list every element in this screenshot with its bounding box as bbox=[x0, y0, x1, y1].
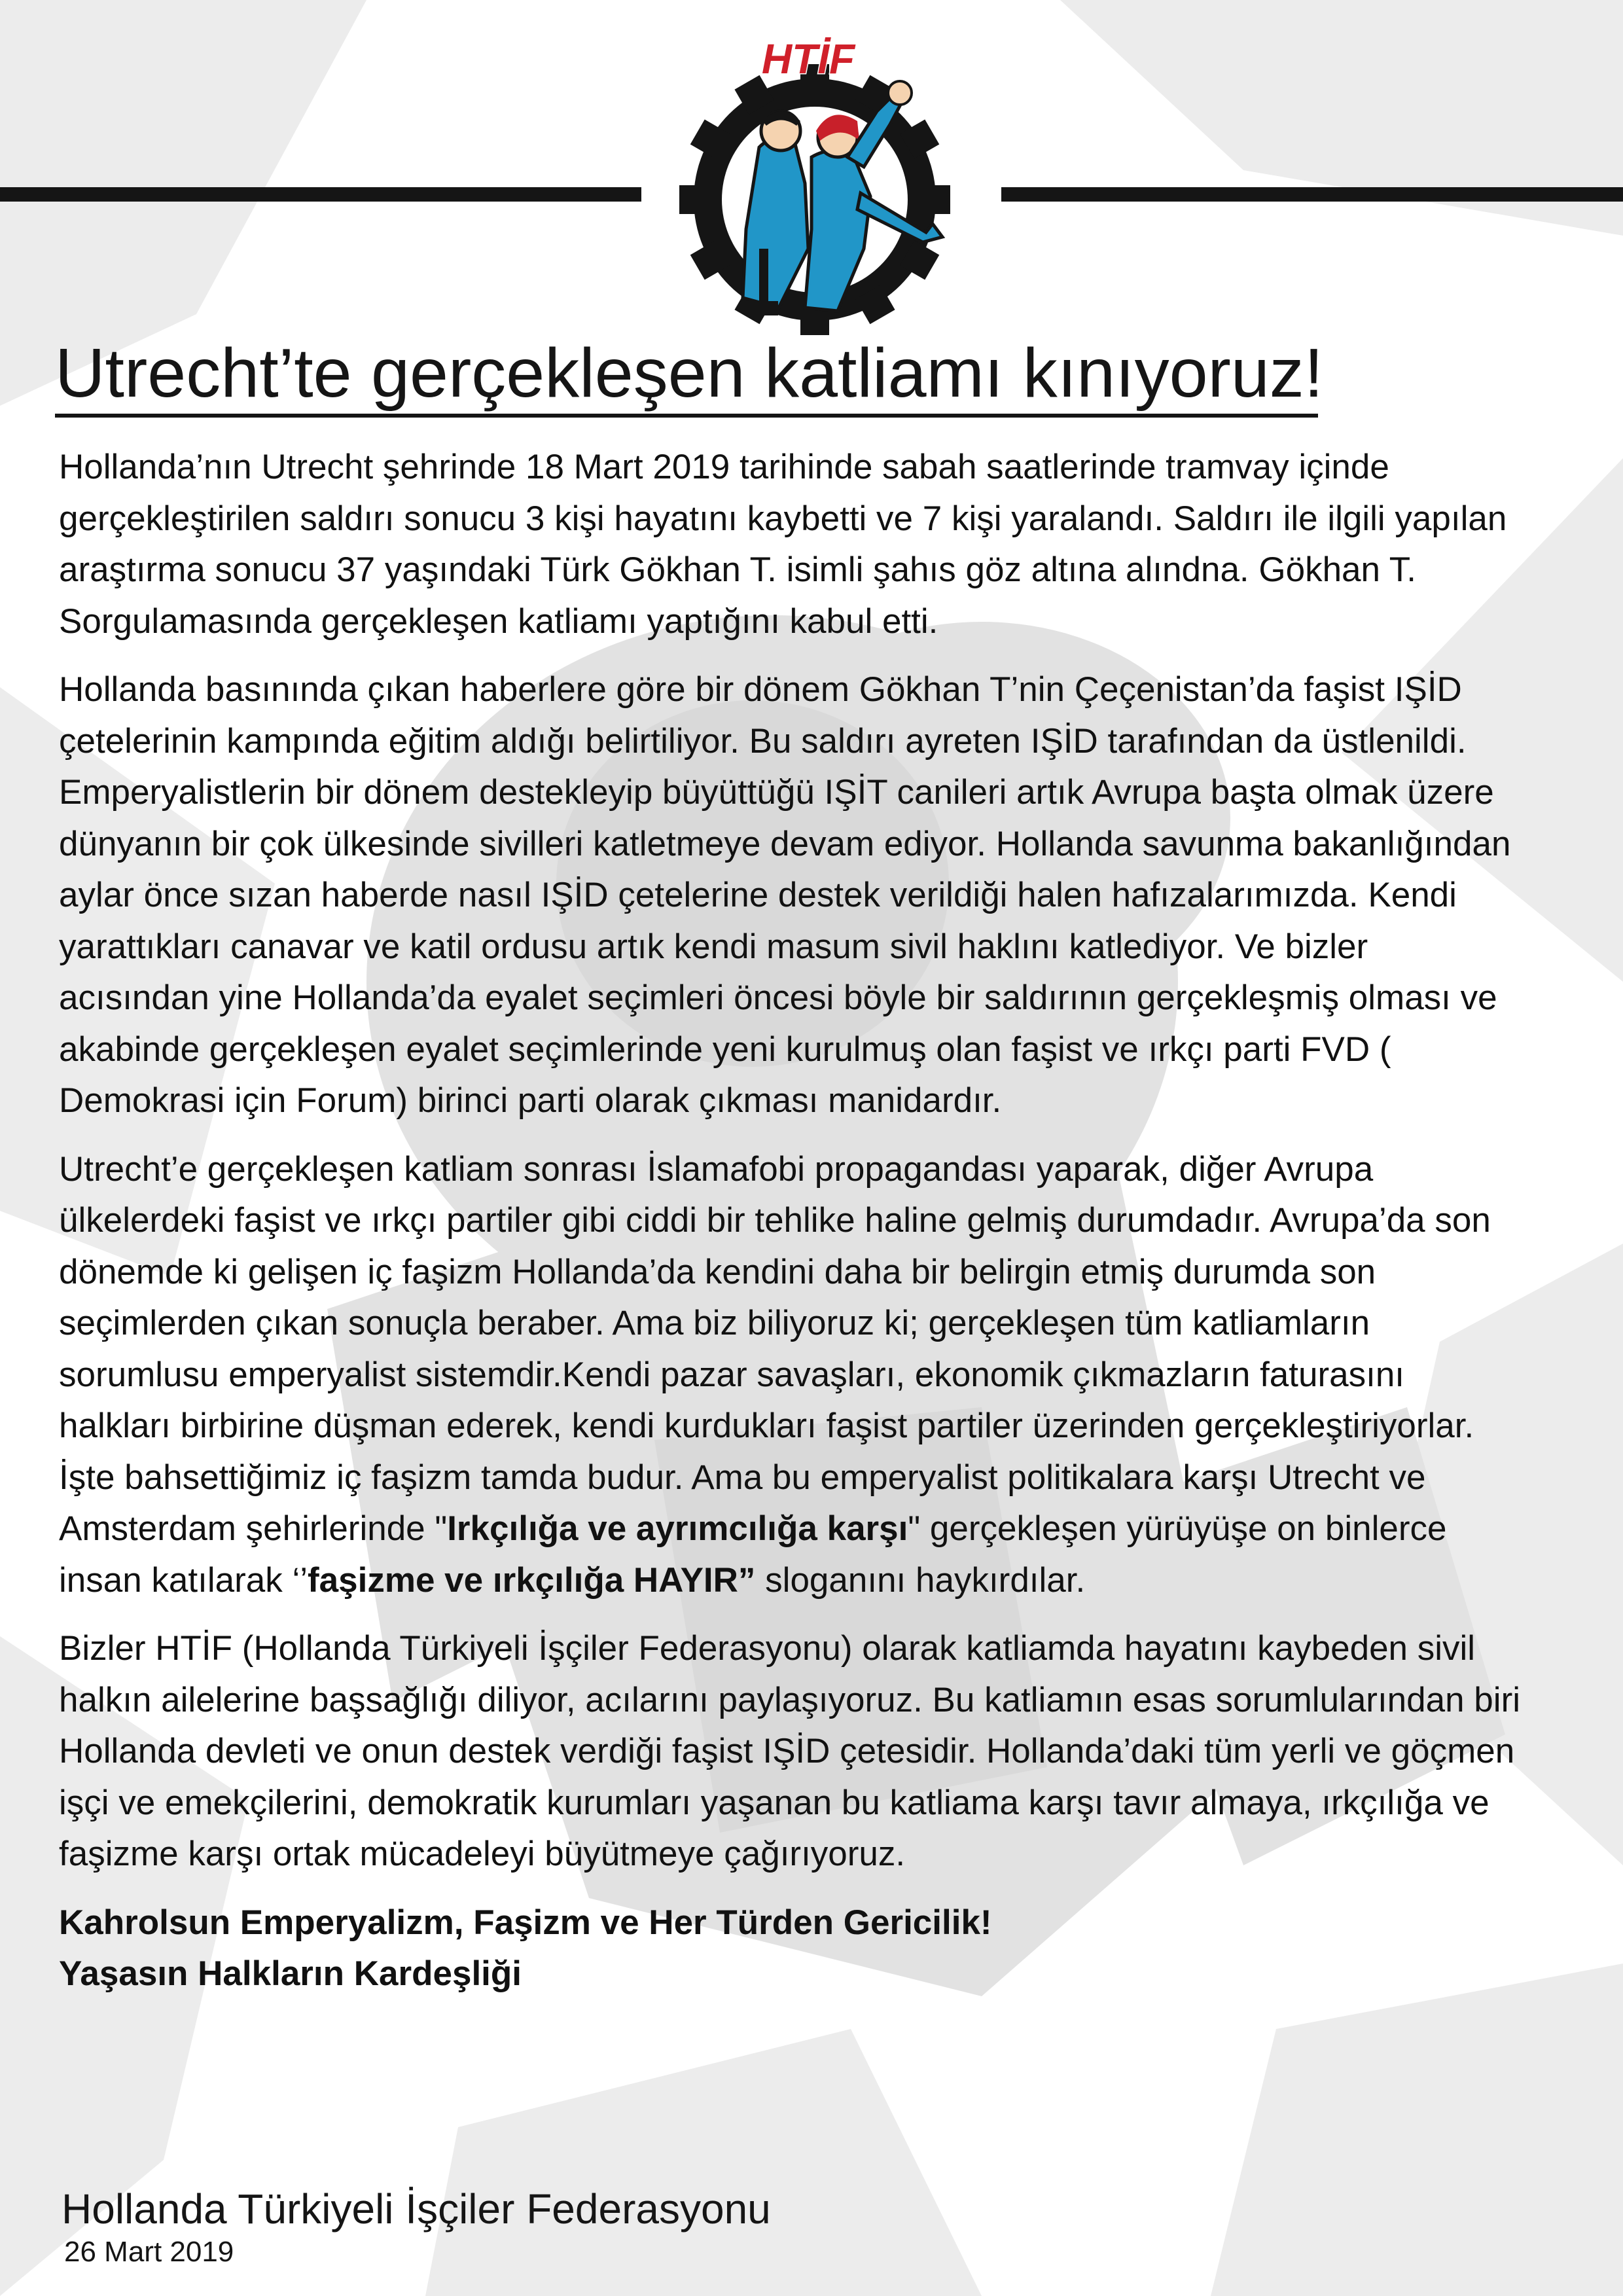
logo-text: HTİF bbox=[761, 35, 855, 82]
slogans bbox=[59, 1897, 1525, 2000]
footer-organization: Hollanda Türkiyeli İşçiler Federasyonu bbox=[62, 2185, 771, 2233]
paragraph-2: Hollanda basınında çıkan haberlere göre bir dönem Gökhan T’nin Çeçenistan’da faşist IŞİD çetelerinin kampında eğitim aldığı belirtiliyor. Bu saldırı ayreten IŞİD tarafından da üstlenildi. Emperyalistlerin bir dönem destekleyip büyüttüğü IŞİT canileri artık Avrupa başta olmak üzere dünyanın bir çok ülkesinde sivilleri katletmeye devam ediyor. Hollanda savunma bakanlığından aylar önce sızan haberde nasıl IŞİD çetelerine destek verildiği halen hafızalarımızda. Kendi yarattıkları canavar ve katil ordusu artık kendi masum sivil haklını katlediyor. Ve bizler acısından yine Hollanda’da eyalet seçimleri öncesi böyle bir saldırının gerçekleşmiş olması ve akabinde gerçekleşen eyalet seçimlerinde yeni kurulmuş olan faşist ve ırkçı parti FVD ( Demokrasi için Forum) birinci parti olarak çıkması manidardır. bbox=[59, 670, 1511, 1120]
paragraph-3-bold-1: Irkçılığa ve ayrımcılığa karşı bbox=[447, 1509, 908, 1548]
htif-logo bbox=[645, 33, 985, 337]
title-underline bbox=[55, 414, 1318, 418]
paragraph-3-end: sloganını haykırdılar. bbox=[755, 1560, 1086, 1600]
paragraph-3-start: Utrecht’e gerçekleşen katliam sonrası İslamafobi propagandası yaparak, diğer Avrupa ülkelerdeki faşist ve ırkçı partiler gibi ciddi bir tehlike haline gelmiş durumdadır. Avrupa’da son dönemde ki gelişen iç faşizm Hollanda’da kendini daha bir belirgin etmiş durumda son seçimlerden çıkan sonuçla beraber. Ama biz biliyoruz ki; gerçekleşen tüm katliamların sorumlusu emperyalist sistemdir.Kendi pazar savaşları, ekonomik çıkmazların faturasını halkları birbirine düşman ederek, kendi kurdukları faşist partiler üzerinden gerçekleştiriyorlar. İşte bahsettiğimiz iç faşizm tamda budur. Ama bu emperyalist politikalara karşı Utrecht ve Amsterdam şehirlerinde " bbox=[59, 1149, 1491, 1548]
paragraph-3 bbox=[59, 1144, 1525, 1607]
slogan-line-2: Yaşasın Halkların Kardeşliği bbox=[59, 1954, 522, 1993]
paragraph-3-mid: " gerçekleşen yürüyüşe on binlerce insan katılarak ‘’ bbox=[59, 1509, 1447, 1600]
paragraph-1: Hollanda’nın Utrecht şehrinde 18 Mart 2019 tarihinde sabah saatlerinde tramvay içinde gerçekleştirilen saldırı sonucu 3 kişi hayatını kaybetti ve 7 kişi yaralandı. Saldırı ile ilgili yapılan araştırma sonucu 37 yaşındaki Türk Gökhan T. isimli şahıs göz altına alındna. Gökhan T. Sorgulamasında gerçekleşen katliamı yaptığını kabul etti. bbox=[59, 448, 1507, 641]
footer-date: 26 Mart 2019 bbox=[64, 2236, 234, 2268]
slogan-line-1: Kahrolsun Emperyalizm, Faşizm ve Her Türden Gericilik! bbox=[59, 1903, 992, 1942]
article-body bbox=[59, 442, 1525, 2017]
paragraph-4: Bizler HTİF (Hollanda Türkiyeli İşçiler Federasyonu) olarak katliamda hayatını kaybeden sivil halkın ailelerine başsağlığı diliyor, acılarını paylaşıyoruz. Bu katliamın esas sorumlularından biri Hollanda devleti ve onun destek verdiği faşist IŞİD çetesidir. Hollanda’daki tüm yerli ve göçmen işçi ve emekçilerini, demokratik kurumları yaşanan bu katliama karşı tavır almaya, ırkçılığa ve faşizme karşı ortak mücadeleyi büyütmeye çağırıyoruz. bbox=[59, 1629, 1520, 1873]
paragraph-3-bold-2: faşizme ve ırkçılığa HAYIR” bbox=[308, 1560, 756, 1600]
header-rule-left bbox=[0, 187, 641, 202]
page-title: Utrecht’te gerçekleşen katliamı kınıyoruz! bbox=[55, 334, 1324, 412]
header-rule-right bbox=[1001, 187, 1623, 202]
